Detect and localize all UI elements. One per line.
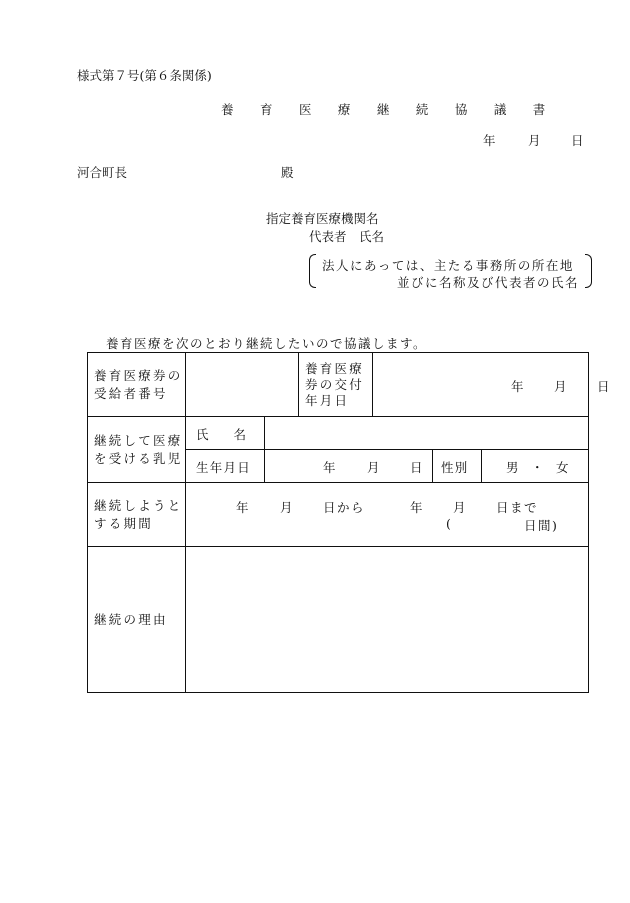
from-day-label: 日から [323, 500, 366, 515]
infant-header-line1: 継続して医療 [94, 432, 183, 448]
date-day-label: 日 [571, 133, 584, 148]
reason-header [88, 547, 186, 693]
date-year-label: 年 [483, 133, 496, 148]
consultation-table [87, 352, 610, 693]
form-number: 様式第７号(第６条関係) [77, 68, 212, 83]
name-value[interactable] [265, 417, 589, 450]
row-recipient [88, 353, 589, 417]
to-month-label: 月 [453, 500, 466, 515]
addressee-honorific: 殿 [281, 165, 294, 180]
to-year-label: 年 [410, 500, 423, 515]
date-month-label: 月 [528, 133, 541, 148]
reason-value[interactable] [186, 547, 589, 693]
issue-month-label: 月 [554, 379, 567, 394]
sex-label: 性別 [441, 460, 469, 475]
institution-label: 指定養育医療機関名 [266, 211, 379, 226]
name-label: 氏 名 [196, 427, 247, 442]
intro-text: 養育医療を次のとおり継続したいので協議します。 [106, 336, 428, 351]
birth-value[interactable] [265, 450, 433, 483]
note-bracket-right [585, 254, 592, 288]
from-month-label: 月 [280, 500, 293, 515]
from-year-label: 年 [236, 500, 249, 515]
days-paren-open: ( [446, 516, 451, 531]
recipient-number-header [88, 353, 186, 417]
recipient-number-line2: 受給者番号 [94, 385, 168, 401]
birth-day-label: 日 [410, 460, 423, 475]
period-header-line1: 継続しようと [94, 497, 183, 513]
birth-label: 生年月日 [196, 460, 252, 475]
infant-header-line2: を受ける乳児 [94, 450, 183, 466]
issue-year-label: 年 [511, 379, 524, 394]
issue-date-line1: 養育医療 [305, 360, 365, 376]
to-day-label: 日まで [496, 500, 539, 515]
note-bracket-left [309, 254, 316, 288]
period-value[interactable] [186, 483, 589, 547]
note-line-1: 法人にあっては、主たる事務所の所在地 [322, 258, 574, 273]
infant-header [88, 417, 186, 483]
issue-date-header [299, 353, 373, 417]
period-header [88, 483, 186, 547]
note-line-2: 並びに名称及び代表者の氏名 [397, 275, 580, 290]
addressee-name: 河合町長 [77, 165, 128, 180]
recipient-number-value[interactable] [186, 353, 299, 417]
issue-date-line3: 年月日 [305, 392, 350, 408]
days-close-label: 日間) [524, 518, 559, 533]
sex-label-cell [433, 450, 482, 483]
period-header-line2: する期間 [94, 515, 154, 531]
sex-value[interactable] [482, 450, 589, 483]
representative-label: 代表者 氏名 [309, 229, 385, 244]
document-title: 養 育 医 療 継 続 協 議 書 [221, 102, 557, 117]
birth-year-label: 年 [323, 460, 336, 475]
birth-month-label: 月 [367, 460, 380, 475]
reason-label: 継続の理由 [94, 611, 168, 627]
issue-date-value[interactable] [373, 353, 610, 417]
name-label-cell [186, 417, 265, 450]
row-reason [88, 547, 589, 693]
birth-label-cell [186, 450, 265, 483]
issue-date-line2: 券の交付 [305, 376, 365, 392]
row-period [88, 483, 589, 547]
sex-options: 男 ・ 女 [506, 460, 569, 475]
row-infant-name [88, 417, 589, 450]
recipient-number-line1: 養育医療券の [94, 367, 183, 383]
issue-day-label: 日 [597, 379, 610, 394]
